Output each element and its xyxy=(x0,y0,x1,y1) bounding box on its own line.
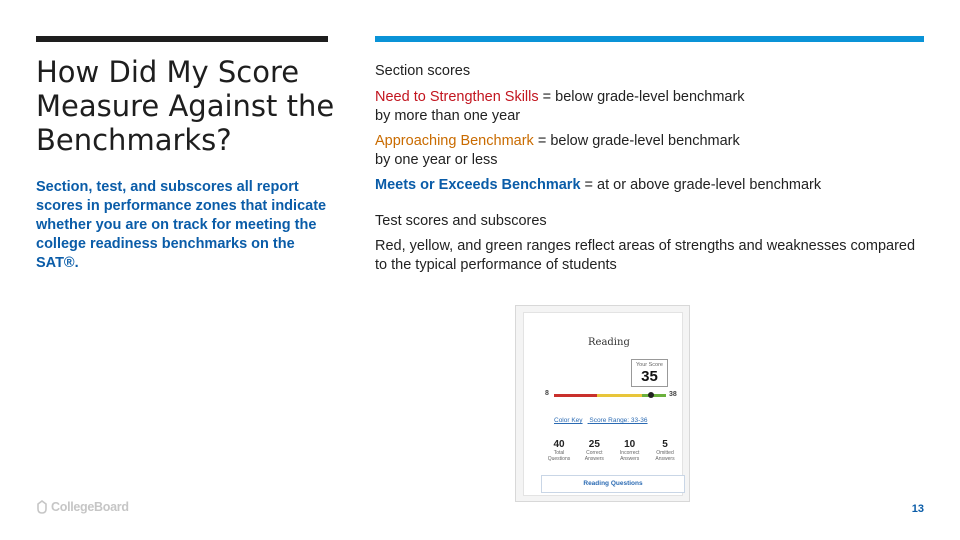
section-scores-heading: Section scores xyxy=(375,63,471,79)
range-segment-green xyxy=(642,394,666,397)
test-scores-description: Red, yellow, and green ranges reflect areas of strengths and weaknesses compared to the typical performance of students xyxy=(375,238,916,273)
zone-meets-or-exceeds xyxy=(375,176,924,195)
zone-label: Need to Strengthen Skills xyxy=(375,89,539,105)
zone-definition: = below grade-level benchmark xyxy=(538,89,745,105)
logo-text: CollegeBoard xyxy=(51,500,129,514)
test-scores-heading: Test scores and subscores xyxy=(375,213,547,229)
stat-label: Correct Answers xyxy=(584,450,604,462)
page-number: 13 xyxy=(911,503,924,515)
stat-label: Total Questions xyxy=(547,450,571,462)
stat-label: Incorrect Answers xyxy=(619,450,640,462)
card-links xyxy=(554,417,653,424)
stat-value: 25 xyxy=(588,439,600,450)
stat-value: 10 xyxy=(624,439,636,450)
zone-subtext: by one year or less xyxy=(375,152,498,168)
stat-label: Omitted Answers xyxy=(655,450,675,462)
score-range-link[interactable]: Score Range: 33-36 xyxy=(589,417,648,424)
lead-paragraph: Section, test, and subscores all report scores in performance zones that indicate whether you are on track for meeting the college readiness benchmarks on the SAT®. xyxy=(36,179,327,271)
content-rule xyxy=(375,36,924,42)
title-rule xyxy=(36,36,328,42)
score-marker xyxy=(648,392,654,398)
your-score-box xyxy=(631,359,668,387)
zone-label: Meets or Exceeds Benchmark xyxy=(375,177,581,193)
stat-correct xyxy=(577,439,611,462)
zone-definition: = at or above grade-level benchmark xyxy=(580,177,822,193)
answer-stats xyxy=(542,439,682,462)
score-report-screenshot xyxy=(515,305,690,502)
stat-value: 5 xyxy=(662,439,668,450)
zone-definition: = below grade-level benchmark xyxy=(533,133,740,149)
range-max: 38 xyxy=(669,391,677,398)
slide-title: How Did My Score Measure Against the Benchmarks? xyxy=(36,55,335,157)
zone-subtext: by more than one year xyxy=(375,108,521,124)
score-card xyxy=(523,312,683,496)
zone-label: Approaching Benchmark xyxy=(375,133,534,149)
range-min: 8 xyxy=(545,390,549,397)
range-segment-red xyxy=(554,394,597,397)
stat-total xyxy=(542,439,576,462)
college-board-logo xyxy=(36,500,129,514)
stat-incorrect xyxy=(613,439,647,462)
card-title: Reading xyxy=(588,337,630,348)
stat-value: 40 xyxy=(553,439,565,450)
your-score-label: Your Score xyxy=(635,362,663,368)
zone-need-to-strengthen xyxy=(375,88,924,126)
your-score-value: 35 xyxy=(641,368,658,385)
color-key-link[interactable]: Color Key xyxy=(554,417,583,424)
stat-omitted xyxy=(648,439,682,462)
zone-approaching-benchmark xyxy=(375,132,924,170)
reading-questions-button[interactable]: Reading Questions xyxy=(541,475,685,493)
range-segment-yellow xyxy=(597,394,642,397)
acorn-icon xyxy=(36,500,48,514)
